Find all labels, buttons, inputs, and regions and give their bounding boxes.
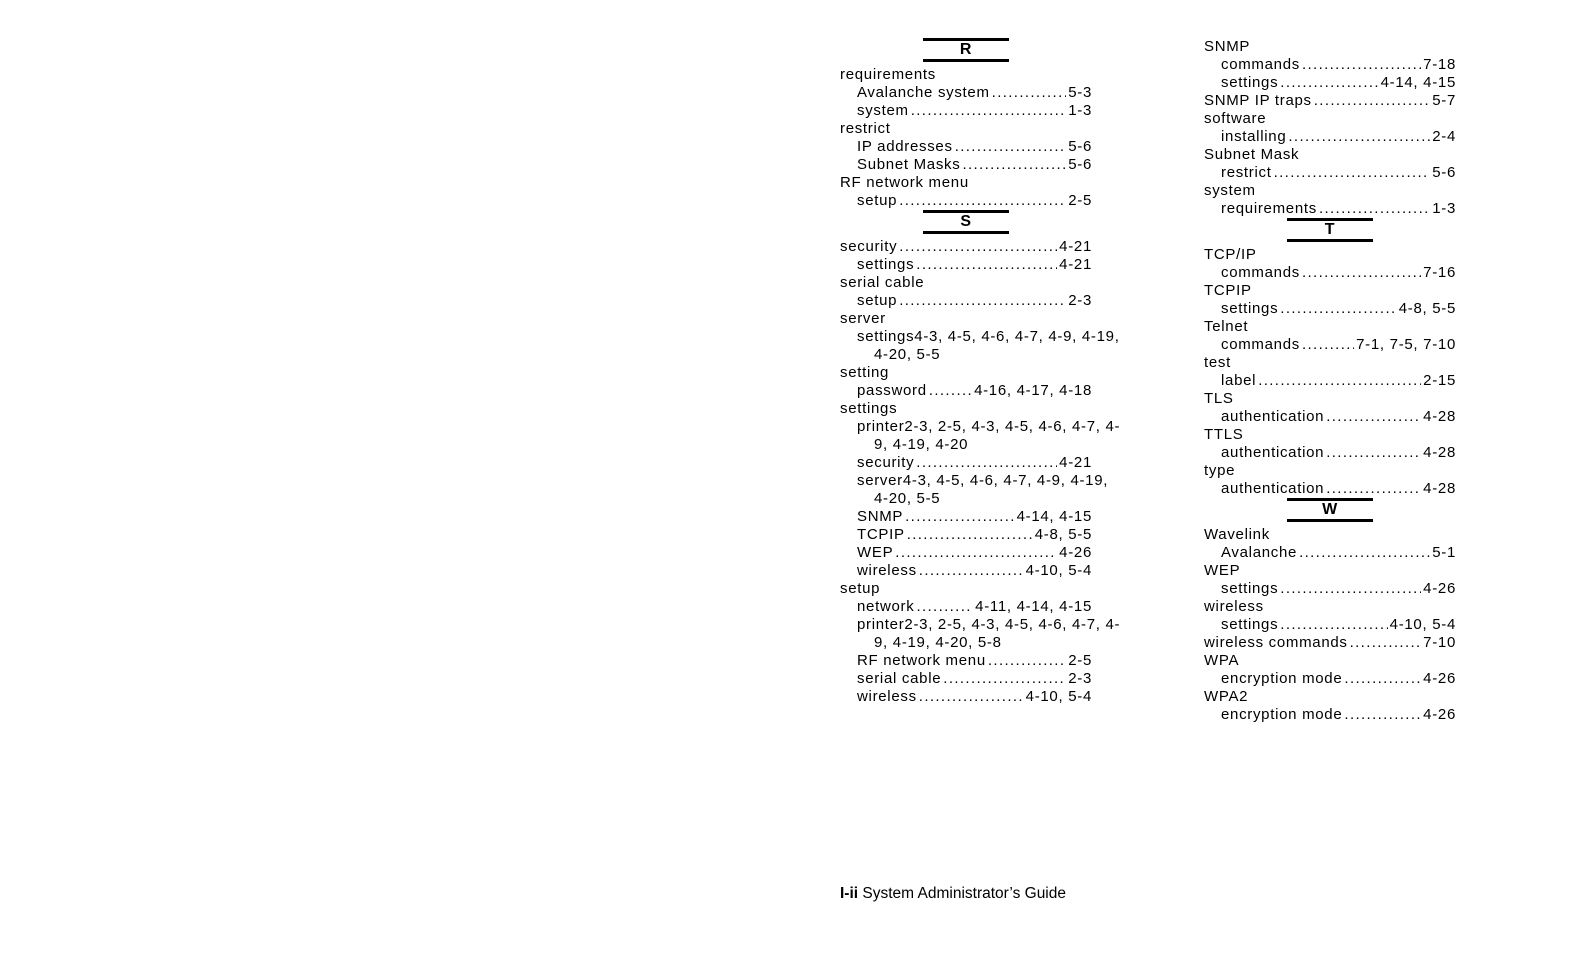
index-term: wireless bbox=[857, 562, 917, 579]
index-page-refs: 1-3 bbox=[1432, 200, 1456, 217]
index-entry bbox=[1204, 634, 1456, 652]
index-subentry bbox=[840, 634, 1092, 652]
index-term: encryption mode bbox=[1221, 706, 1343, 723]
index-term: IP addresses bbox=[857, 138, 953, 155]
dot-leader bbox=[955, 138, 1067, 156]
index-term: authentication bbox=[1221, 480, 1325, 497]
dot-leader bbox=[1344, 706, 1421, 724]
index-page-refs: 4-10, 5-4 bbox=[1025, 562, 1092, 579]
index-term: WPA2 bbox=[1204, 688, 1249, 705]
index-subentry bbox=[840, 418, 1121, 436]
index-subentry bbox=[840, 382, 1092, 400]
dot-leader bbox=[911, 102, 1067, 120]
index-page-refs: 4-28 bbox=[1423, 444, 1456, 461]
index-term: test bbox=[1204, 354, 1231, 371]
dot-leader bbox=[899, 192, 1066, 210]
index-term: 9, 4-19, 4-20, 5-8 bbox=[874, 634, 1002, 651]
index-term: security bbox=[857, 454, 915, 471]
index-term: commands bbox=[1221, 264, 1300, 281]
index-term: printer2-3, 2-5, 4-3, 4-5, 4-6, 4-7, 4- bbox=[857, 616, 1121, 633]
index-subentry bbox=[840, 490, 1092, 508]
index-term: settings bbox=[1221, 74, 1279, 91]
index-term: 9, 4-19, 4-20 bbox=[874, 436, 969, 453]
dot-leader bbox=[899, 238, 1057, 256]
index-subentry bbox=[840, 292, 1092, 310]
dot-leader bbox=[1299, 544, 1430, 562]
index-page-refs: 4-28 bbox=[1423, 480, 1456, 497]
dot-leader bbox=[1344, 670, 1421, 688]
index-page-refs: 4-21 bbox=[1059, 454, 1092, 471]
index-page-refs: 2-5 bbox=[1068, 652, 1092, 669]
index-section-heading bbox=[1204, 498, 1456, 526]
index-term: 4-20, 5-5 bbox=[874, 346, 941, 363]
index-subentry bbox=[840, 508, 1092, 526]
dot-leader bbox=[943, 670, 1066, 688]
index-term: SNMP bbox=[1204, 38, 1251, 55]
index-page-refs: 7-10 bbox=[1423, 634, 1456, 651]
index-subentry bbox=[1204, 580, 1456, 598]
index-term: system bbox=[1204, 182, 1256, 199]
index-subentry bbox=[1204, 480, 1456, 498]
dot-leader bbox=[1319, 200, 1430, 218]
dot-leader bbox=[919, 688, 1024, 706]
index-term: TCPIP bbox=[857, 526, 905, 543]
dot-leader bbox=[1326, 480, 1421, 498]
index-term: wireless commands bbox=[1204, 634, 1348, 651]
index-page-refs: 7-16 bbox=[1423, 264, 1456, 281]
dot-leader bbox=[916, 598, 973, 616]
index-entry bbox=[840, 120, 1092, 138]
index-page-refs: 5-1 bbox=[1432, 544, 1456, 561]
page-footer bbox=[840, 885, 1066, 903]
index-term: Wavelink bbox=[1204, 526, 1270, 543]
index-term: security bbox=[840, 238, 898, 255]
index-page-refs: 4-26 bbox=[1423, 670, 1456, 687]
index-term: Subnet Mask bbox=[1204, 146, 1300, 163]
index-term: setup bbox=[857, 192, 898, 209]
index-subentry bbox=[840, 454, 1092, 472]
index-page-refs: 2-15 bbox=[1423, 372, 1456, 389]
index-term: 4-20, 5-5 bbox=[874, 490, 941, 507]
index-page-refs: 4-21 bbox=[1059, 238, 1092, 255]
index-term: server bbox=[840, 310, 886, 327]
index-subentry bbox=[840, 472, 1109, 490]
section-letter: S bbox=[923, 210, 1009, 234]
dot-leader bbox=[899, 292, 1066, 310]
index-term: TTLS bbox=[1204, 426, 1244, 443]
index-entry bbox=[1204, 318, 1456, 336]
dot-leader bbox=[962, 156, 1066, 174]
index-term: settings4-3, 4-5, 4-6, 4-7, 4-9, 4-19, bbox=[857, 328, 1120, 345]
index-page-refs: 5-6 bbox=[1432, 164, 1456, 181]
index-subentry bbox=[840, 256, 1092, 274]
index-page-refs: 4-8, 5-5 bbox=[1034, 526, 1092, 543]
index-entry bbox=[1204, 598, 1456, 616]
index-term: server4-3, 4-5, 4-6, 4-7, 4-9, 4-19, bbox=[857, 472, 1109, 489]
index-entry bbox=[1204, 146, 1456, 164]
index-term: label bbox=[1221, 372, 1257, 389]
dot-leader bbox=[1280, 580, 1421, 598]
index-entry bbox=[1204, 526, 1456, 544]
dot-leader bbox=[988, 652, 1066, 670]
index-term: settings bbox=[1221, 616, 1279, 633]
index-page-refs: 5-7 bbox=[1432, 92, 1456, 109]
index-page-refs: 4-21 bbox=[1059, 256, 1092, 273]
index-subentry bbox=[1204, 74, 1456, 92]
index-entry bbox=[840, 274, 1092, 292]
dot-leader bbox=[1350, 634, 1422, 652]
index-term: WEP bbox=[857, 544, 894, 561]
dot-leader bbox=[1302, 264, 1421, 282]
index-page-refs: 4-10, 5-4 bbox=[1025, 688, 1092, 705]
dot-leader bbox=[1258, 372, 1421, 390]
index-entry bbox=[1204, 562, 1456, 580]
index-term: printer2-3, 2-5, 4-3, 4-5, 4-6, 4-7, 4- bbox=[857, 418, 1121, 435]
index-term: software bbox=[1204, 110, 1267, 127]
index-term: serial cable bbox=[840, 274, 925, 291]
index-term: type bbox=[1204, 462, 1236, 479]
index-entry bbox=[1204, 426, 1456, 444]
index-subentry bbox=[840, 652, 1092, 670]
index-page-refs: 4-14, 4-15 bbox=[1016, 508, 1092, 525]
index-term: serial cable bbox=[857, 670, 942, 687]
index-subentry bbox=[1204, 300, 1456, 318]
index-term: wireless bbox=[857, 688, 917, 705]
index-term: restrict bbox=[1221, 164, 1272, 181]
dot-leader bbox=[907, 526, 1033, 544]
index-entry bbox=[840, 364, 1092, 382]
index-term: requirements bbox=[840, 66, 936, 83]
index-page-refs: 1-3 bbox=[1068, 102, 1092, 119]
index-subentry bbox=[840, 156, 1092, 174]
index-page-refs: 2-5 bbox=[1068, 192, 1092, 209]
dot-leader bbox=[929, 382, 972, 400]
index-term: commands bbox=[1221, 56, 1300, 73]
index-term: installing bbox=[1221, 128, 1287, 145]
index-entry bbox=[840, 580, 1092, 598]
index-entry bbox=[1204, 110, 1456, 128]
index-term: authentication bbox=[1221, 408, 1325, 425]
index-term: settings bbox=[840, 400, 898, 417]
index-subentry bbox=[840, 328, 1120, 346]
index-subentry bbox=[840, 192, 1092, 210]
index-term: Avalanche system bbox=[857, 84, 990, 101]
footer-title: System Administrator’s Guide bbox=[862, 885, 1066, 902]
index-entry bbox=[1204, 182, 1456, 200]
index-page-refs: 5-6 bbox=[1068, 156, 1092, 173]
index-section-heading bbox=[840, 38, 1092, 66]
dot-leader bbox=[1326, 408, 1421, 426]
index-term: SNMP bbox=[857, 508, 904, 525]
dot-leader bbox=[1314, 92, 1430, 110]
index-term: restrict bbox=[840, 120, 891, 137]
section-letter: T bbox=[1287, 218, 1373, 242]
index-entry bbox=[1204, 688, 1456, 706]
index-entry bbox=[1204, 652, 1456, 670]
index-term: requirements bbox=[1221, 200, 1317, 217]
dot-leader bbox=[1280, 74, 1378, 92]
index-term: network bbox=[857, 598, 915, 615]
index-column-left bbox=[840, 38, 1121, 706]
index-subentry bbox=[1204, 372, 1456, 390]
index-subentry bbox=[840, 544, 1092, 562]
index-term: authentication bbox=[1221, 444, 1325, 461]
index-subentry bbox=[1204, 128, 1456, 146]
index-subentry bbox=[840, 670, 1092, 688]
index-subentry bbox=[840, 436, 1092, 454]
index-page-refs: 7-18 bbox=[1423, 56, 1456, 73]
dot-leader bbox=[1326, 444, 1421, 462]
index-page-refs: 2-4 bbox=[1432, 128, 1456, 145]
index-page-refs: 4-28 bbox=[1423, 408, 1456, 425]
index-page-refs: 4-10, 5-4 bbox=[1389, 616, 1456, 633]
index-term: commands bbox=[1221, 336, 1300, 353]
index-subentry bbox=[1204, 670, 1456, 688]
index-page-refs: 7-1, 7-5, 7-10 bbox=[1356, 336, 1456, 353]
index-entry bbox=[1204, 92, 1456, 110]
dot-leader bbox=[916, 454, 1057, 472]
index-section-heading bbox=[1204, 218, 1456, 246]
section-letter: R bbox=[923, 38, 1009, 62]
index-entry bbox=[840, 400, 1092, 418]
index-term: Avalanche bbox=[1221, 544, 1298, 561]
index-subentry bbox=[1204, 200, 1456, 218]
index-term: TCPIP bbox=[1204, 282, 1252, 299]
index-term: TLS bbox=[1204, 390, 1234, 407]
index-subentry bbox=[1204, 706, 1456, 724]
index-subentry bbox=[1204, 408, 1456, 426]
index-term: TCP/IP bbox=[1204, 246, 1257, 263]
index-term: RF network menu bbox=[857, 652, 986, 669]
index-entry bbox=[840, 66, 1092, 84]
index-term: wireless bbox=[1204, 598, 1264, 615]
index-term: password bbox=[857, 382, 927, 399]
index-entry bbox=[1204, 38, 1456, 56]
index-page-refs: 4-16, 4-17, 4-18 bbox=[974, 382, 1092, 399]
footer-page-number: I-ii bbox=[840, 885, 859, 902]
index-subentry bbox=[1204, 264, 1456, 282]
index-term: setup bbox=[840, 580, 881, 597]
dot-leader bbox=[1280, 616, 1387, 634]
index-term: WEP bbox=[1204, 562, 1241, 579]
index-term: settings bbox=[857, 256, 915, 273]
index-subentry bbox=[840, 598, 1092, 616]
index-term: RF network menu bbox=[840, 174, 969, 191]
index-entry bbox=[840, 310, 1092, 328]
index-term: settings bbox=[1221, 300, 1279, 317]
dot-leader bbox=[1302, 56, 1421, 74]
index-page-refs: 4-26 bbox=[1423, 706, 1456, 723]
index-subentry bbox=[840, 526, 1092, 544]
index-page-refs: 5-3 bbox=[1068, 84, 1092, 101]
index-subentry bbox=[840, 346, 1092, 364]
index-entry bbox=[1204, 390, 1456, 408]
index-entry bbox=[840, 174, 1092, 192]
index-subentry bbox=[1204, 336, 1456, 354]
index-page-refs: 5-6 bbox=[1068, 138, 1092, 155]
index-page-refs: 4-8, 5-5 bbox=[1398, 300, 1456, 317]
index-entry bbox=[1204, 246, 1456, 264]
dot-leader bbox=[992, 84, 1067, 102]
index-term: encryption mode bbox=[1221, 670, 1343, 687]
index-term: settings bbox=[1221, 580, 1279, 597]
index-subentry bbox=[840, 84, 1092, 102]
index-subentry bbox=[1204, 56, 1456, 74]
index-page-refs: 4-26 bbox=[1059, 544, 1092, 561]
index-term: system bbox=[857, 102, 909, 119]
index-subentry bbox=[840, 688, 1092, 706]
index-entry bbox=[840, 238, 1092, 256]
dot-leader bbox=[916, 256, 1057, 274]
index-term: WPA bbox=[1204, 652, 1240, 669]
dot-leader bbox=[895, 544, 1057, 562]
index-subentry bbox=[840, 562, 1092, 580]
index-subentry bbox=[840, 616, 1121, 634]
index-subentry bbox=[1204, 164, 1456, 182]
index-entry bbox=[1204, 282, 1456, 300]
index-entry bbox=[1204, 462, 1456, 480]
index-page-refs: 4-26 bbox=[1423, 580, 1456, 597]
index-section-heading bbox=[840, 210, 1092, 238]
index-page-refs: 2-3 bbox=[1068, 670, 1092, 687]
index-term: setting bbox=[840, 364, 890, 381]
dot-leader bbox=[1280, 300, 1396, 318]
dot-leader bbox=[905, 508, 1014, 526]
index-term: SNMP IP traps bbox=[1204, 92, 1312, 109]
index-page-refs: 4-11, 4-14, 4-15 bbox=[975, 598, 1092, 615]
index-subentry bbox=[840, 102, 1092, 120]
index-term: setup bbox=[857, 292, 898, 309]
index-subentry bbox=[840, 138, 1092, 156]
index-entry bbox=[1204, 354, 1456, 372]
index-subentry bbox=[1204, 544, 1456, 562]
index-term: Subnet Masks bbox=[857, 156, 961, 173]
index-subentry bbox=[1204, 616, 1456, 634]
dot-leader bbox=[919, 562, 1024, 580]
index-column-right bbox=[1204, 38, 1456, 724]
index-page-refs: 2-3 bbox=[1068, 292, 1092, 309]
section-letter: W bbox=[1287, 498, 1373, 522]
index-page-refs: 4-14, 4-15 bbox=[1380, 74, 1456, 91]
dot-leader bbox=[1288, 128, 1430, 146]
index-term: Telnet bbox=[1204, 318, 1249, 335]
dot-leader bbox=[1274, 164, 1431, 182]
dot-leader bbox=[1302, 336, 1354, 354]
index-subentry bbox=[1204, 444, 1456, 462]
